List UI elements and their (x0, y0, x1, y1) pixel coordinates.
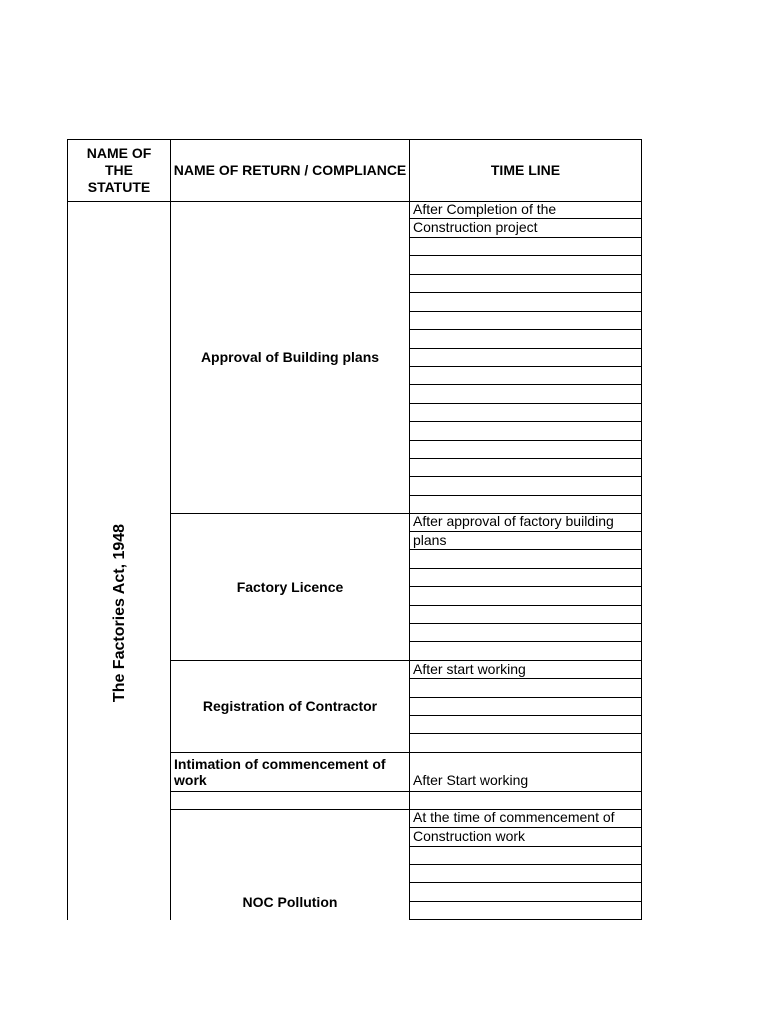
timeline-grid-line (409, 366, 642, 367)
compliance-building-plans: Approval of Building plans (200, 349, 380, 365)
timeline-grid-line (409, 791, 642, 792)
timeline-grid-line (409, 623, 642, 624)
timeline-grid-line (409, 384, 642, 385)
timeline-building-plans-line1: After Completion of the (413, 201, 557, 217)
compliance-registration-contractor: Registration of Contractor (202, 698, 378, 714)
timeline-noc-pollution-line1: At the time of commencement of (413, 809, 615, 825)
compliance-row-line (170, 791, 410, 792)
compliance-factory-licence: Factory Licence (236, 578, 344, 595)
timeline-grid-line (409, 237, 642, 238)
compliance-intimation-commencement: Intimation of commencement of work (174, 756, 386, 788)
timeline-grid-line (409, 292, 642, 293)
compliance-row-line (170, 752, 410, 753)
timeline-grid-line (409, 678, 642, 679)
header-return-compliance: NAME OF RETURN / COMPLIANCE (173, 162, 407, 178)
timeline-grid-line (409, 403, 642, 404)
header-statute: NAME OF THE STATUTE (86, 145, 152, 195)
timeline-grid-line (409, 476, 642, 477)
timeline-grid-line (409, 311, 642, 312)
table-border-right (641, 139, 642, 920)
timeline-grid-line (409, 440, 642, 441)
timeline-grid-line (409, 641, 642, 642)
timeline-grid-line (409, 882, 642, 883)
timeline-grid-line (409, 919, 642, 920)
statute-name: The Factories Act, 1948 (111, 523, 128, 703)
timeline-grid-line (409, 549, 642, 550)
timeline-grid-line (409, 568, 642, 569)
timeline-grid-line (409, 458, 642, 459)
timeline-grid-line (409, 274, 642, 275)
table-border-left (67, 139, 68, 920)
timeline-grid-line (409, 864, 642, 865)
timeline-grid-line (409, 901, 642, 902)
timeline-grid-line (409, 697, 642, 698)
timeline-intimation-commencement: After Start working (413, 772, 529, 788)
timeline-registration-contractor: After start working (413, 661, 526, 677)
timeline-grid-line (409, 846, 642, 847)
timeline-grid-line (409, 348, 642, 349)
timeline-grid-line (409, 586, 642, 587)
timeline-noc-pollution-line2: Construction work (413, 828, 526, 844)
timeline-grid-line (409, 752, 642, 753)
timeline-grid-line (409, 255, 642, 256)
timeline-grid-line (409, 733, 642, 734)
header-time-line: TIME LINE (490, 162, 561, 178)
timeline-grid-line (409, 329, 642, 330)
timeline-grid-line (409, 495, 642, 496)
timeline-factory-licence-line1: After approval of factory building (413, 513, 614, 529)
timeline-grid-line (409, 605, 642, 606)
timeline-grid-line (409, 715, 642, 716)
timeline-building-plans-line2: Construction project (413, 219, 538, 235)
timeline-grid-line (409, 421, 642, 422)
timeline-factory-licence-line2: plans (413, 532, 447, 548)
compliance-noc-pollution: NOC Pollution (242, 893, 338, 910)
